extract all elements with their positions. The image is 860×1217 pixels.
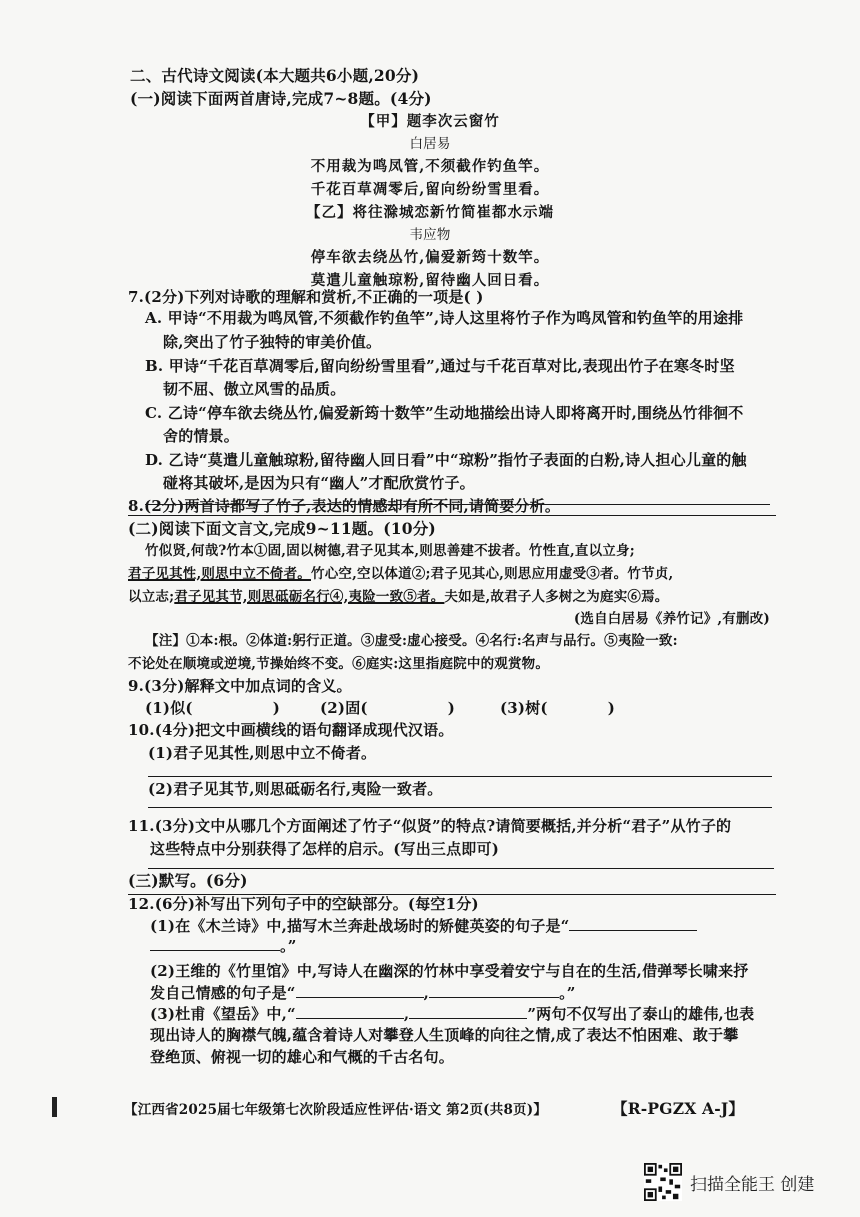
part2-title: (二)阅读下面文言文,完成9~11题。(10分) xyxy=(128,519,436,538)
question-11-stem: 11.(3分)文中从哪几个方面阐述了竹子“似贤”的特点?请简要概括,并分析“君子”从竹子的 xyxy=(128,817,732,835)
watermark-text: 扫描全能王 创建 xyxy=(690,1174,815,1195)
poem-b-line: 莫遣儿童触琼粉,留待幽人回日看。 xyxy=(310,272,550,289)
q9-item xyxy=(145,699,280,718)
q7-option-c-cont: 舍的情景。 xyxy=(163,427,240,445)
underlined-sentence: 君子见其性,则思中立不倚者。 xyxy=(128,566,311,582)
q7-option-b-cont: 韧不屈、傲立风雪的品质。 xyxy=(163,380,346,398)
fill-blank[interactable] xyxy=(150,936,280,951)
prose-line xyxy=(128,588,669,607)
prose-text: 以立志; xyxy=(128,589,175,605)
q12-item-1 xyxy=(150,916,697,936)
q9-item xyxy=(320,699,455,718)
scanner-watermark xyxy=(644,1163,814,1201)
q7-option-d-cont: 碰将其破坏,是因为只有“幽人”才配欣赏竹子。 xyxy=(163,474,475,492)
answer-line xyxy=(148,807,772,808)
q12-text: 。” xyxy=(280,937,297,955)
poem-a-line: 不用裁为鸣凤管,不须截作钓鱼竿。 xyxy=(310,158,550,175)
q7-option-d: D. 乙诗“莫遣儿童触琼粉,留待幽人回日看”中“琼粉”指竹子表面的白粉,诗人担心儿童的触 xyxy=(145,451,747,469)
part1-title: (一)阅读下面两首唐诗,完成7~8题。(4分) xyxy=(130,89,432,108)
prose-notes: 【注】①本:根。②体道:躬行正道。③虚受:虚心接受。④名行:名声与品行。⑤夷险一致: xyxy=(145,633,678,649)
q10-sentence: (1)君子见其性,则思中立不倚者。 xyxy=(148,744,377,762)
section-title: 二、古代诗文阅读(本大题共6小题,20分) xyxy=(130,66,420,85)
q9-item xyxy=(500,699,615,718)
poem-b-line: 停车欲去绕丛竹,偏爱新筠十数竿。 xyxy=(310,249,550,266)
q10-sentence: (2)君子见其节,则思砥砺名行,夷险一致者。 xyxy=(148,780,443,798)
question-8-stem: 8.(2分)两首诗都写了竹子,表达的情感却有所不同,请简要分析。 xyxy=(128,497,561,515)
answer-line xyxy=(148,776,772,777)
q12-item-3-cont: 现出诗人的胸襟气魄,蕴含着诗人对攀登人生顶峰的向往之情,成了表达不怕困难、敢于攀 xyxy=(150,1026,739,1044)
q7-option-b: B. 甲诗“千花百草凋零后,留向纷纷雪里看”,通过与千花百草对比,表现出竹子在寒冬时坚 xyxy=(145,357,735,375)
prose-line: 竹似贤,何哉?竹本①固,固以树德,君子见其本,则思善建不拔者。竹性直,直以立身; xyxy=(145,543,635,559)
fill-blank[interactable] xyxy=(296,1004,404,1019)
answer-line xyxy=(148,868,774,869)
question-12-stem: 12.(6分)补写出下列句子中的空缺部分。(每空1分) xyxy=(128,895,479,913)
q12-text: ”两句不仅写出了泰山的雄伟,也表 xyxy=(527,1005,755,1023)
poem-b-title: 【乙】将往滁城恋新竹简崔都水示端 xyxy=(306,204,554,221)
underlined-sentence: 君子见其节,则思砥砺名行④,夷险一致⑤者。 xyxy=(174,589,445,605)
q12-text: , xyxy=(403,1005,410,1023)
q9-item-label: (3)树( xyxy=(500,699,548,717)
prose-notes-cont: 不论处在顺境或逆境,节操始终不变。⑥庭实:这里指庭院中的观赏物。 xyxy=(128,656,550,672)
q9-item-close: ) xyxy=(272,699,281,717)
poem-a-author: 白居易 xyxy=(409,136,451,152)
footer-left: 【江西省2025届七年级第七次阶段适应性评估·语文 第2页(共8页)】 xyxy=(124,1102,548,1118)
q9-item-label: (2)固( xyxy=(320,699,368,717)
q12-item-3 xyxy=(150,1004,754,1024)
fill-blank[interactable] xyxy=(429,983,559,998)
fill-blank[interactable] xyxy=(569,916,697,931)
q12-text: (3)杜甫《望岳》中,“ xyxy=(150,1005,296,1023)
answer-line xyxy=(145,504,770,505)
q12-item-3-cont: 登绝顶、俯视一切的雄心和气概的千古名句。 xyxy=(150,1048,455,1066)
q7-option-a: A. 甲诗“不用裁为鸣凤管,不须截作钓鱼竿”,诗人这里将竹子作为鸣凤管和钓鱼竿的用途排 xyxy=(145,309,744,327)
q12-text: (1)在《木兰诗》中,描写木兰奔赴战场时的矫健英姿的句子是“ xyxy=(150,917,570,935)
part3-title: (三)默写。(6分) xyxy=(128,871,248,890)
q7-option-a-cont: 除,突出了竹子独特的审美价值。 xyxy=(163,333,382,351)
q12-text: 发自己情感的句子是“ xyxy=(150,984,296,1002)
q12-item-2-cont xyxy=(150,983,576,1003)
fill-blank[interactable] xyxy=(296,983,424,998)
q12-item-2: (2)王维的《竹里馆》中,写诗人在幽深的竹林中享受着安宁与自在的生活,借弹琴长啸来抒 xyxy=(150,962,749,980)
question-7-stem: 7.(2分)下列对诗歌的理解和赏析,不正确的一项是( ) xyxy=(128,288,484,306)
q9-item-close: ) xyxy=(607,699,616,717)
poem-a-line: 千花百草凋零后,留向纷纷雪里看。 xyxy=(310,181,550,198)
prose-text: 夫如是,故君子人多树之为庭实⑥焉。 xyxy=(444,589,669,605)
question-11-stem-cont: 这些特点中分别获得了怎样的启示。(写出三点即可) xyxy=(150,840,499,858)
qr-code-icon xyxy=(644,1163,682,1201)
footer-right: 【R-PGZX A-J】 xyxy=(612,1099,745,1118)
q12-item-1-cont xyxy=(150,936,297,956)
poem-a-title: 【甲】题李次云窗竹 xyxy=(360,113,500,130)
question-10-stem: 10.(4分)把文中画横线的语句翻译成现代汉语。 xyxy=(128,721,454,739)
q9-item-label: (1)似( xyxy=(145,699,193,717)
question-9-stem: 9.(3分)解释文中加点词的含义。 xyxy=(128,677,352,695)
q9-item-close: ) xyxy=(447,699,456,717)
prose-line xyxy=(128,565,673,584)
q7-option-c: C. 乙诗“停车欲去绕丛竹,偏爱新筠十数竿”生动地描绘出诗人即将离开时,围绕丛竹徘徊不 xyxy=(145,404,744,422)
poem-b-author: 韦应物 xyxy=(409,227,451,243)
q12-text: , xyxy=(423,984,430,1002)
fill-blank[interactable] xyxy=(409,1004,527,1019)
prose-text: 竹心空,空以体道②;君子见其心,则思应用虚受③者。竹节贞, xyxy=(311,566,674,582)
scan-margin-mark xyxy=(52,1097,57,1117)
prose-source: (选自白居易《养竹记》,有删改) xyxy=(573,611,770,627)
divider xyxy=(128,515,776,516)
q12-text: 。” xyxy=(559,984,576,1002)
